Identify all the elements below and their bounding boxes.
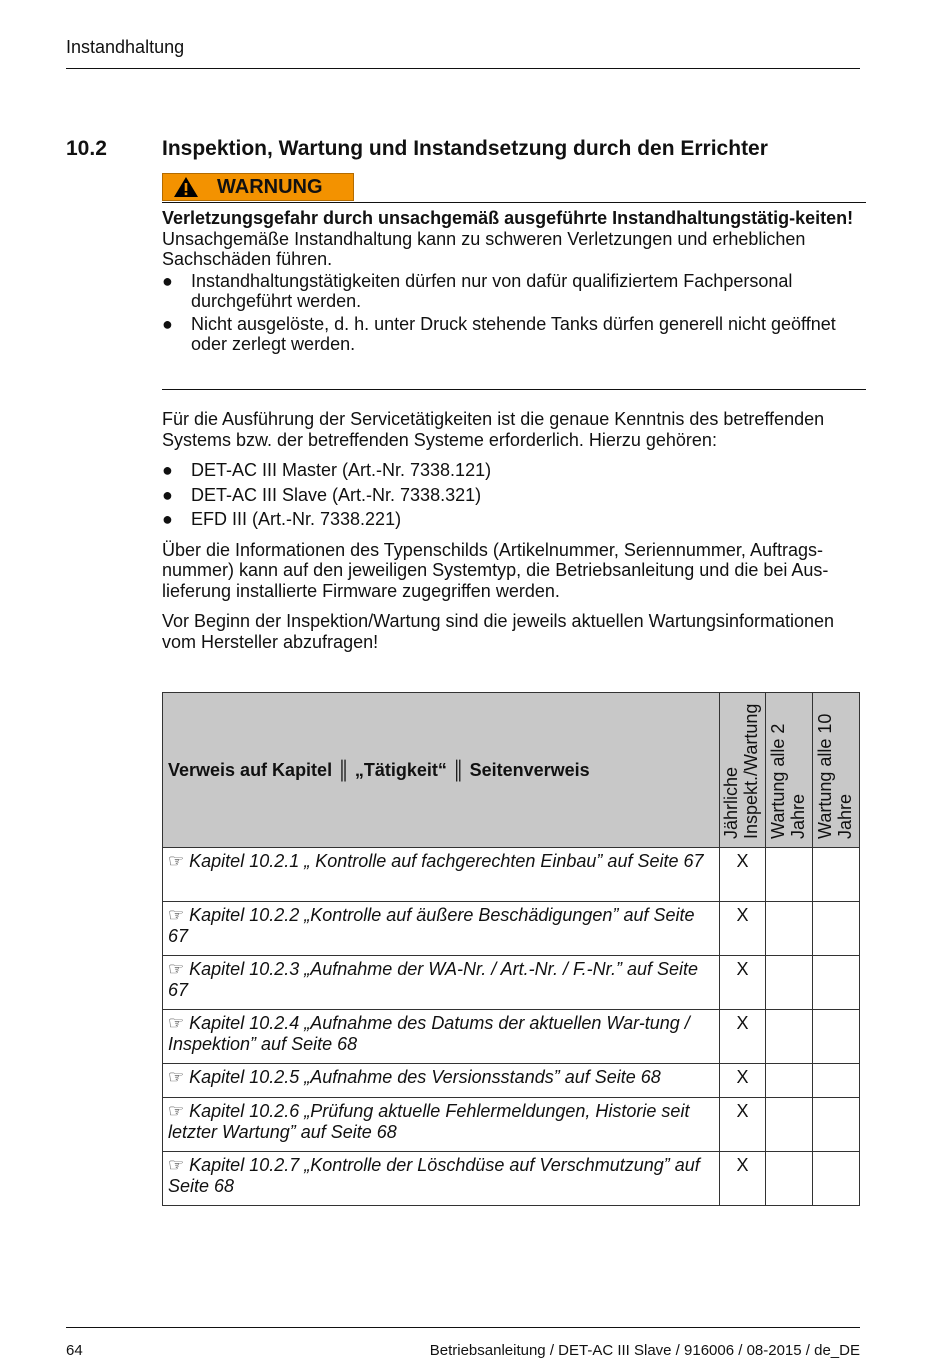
2-years-cell [766, 848, 813, 902]
warning-bullet: Nicht ausgelöste, d. h. unter Druck stehende Tanks dürfen generell nicht geöffnet oder zerlegt werden. [191, 313, 836, 354]
bullet-icon: ● [162, 460, 173, 480]
warning-text: Unsachgemäße Instandhaltung kann zu schweren Verletzungen und erheblichen Sachschäden führen. [162, 228, 806, 269]
table-row [163, 1064, 860, 1098]
typeplate-paragraph: Über die Informationen des Typenschilds (Artikelnummer, Seriennummer, Auftrags-nummer) kann auf den jeweiligen Systemtyp, die Betriebsanleitung und die bei Aus-lieferung installierte Firmware zugegriffen werden. [162, 539, 829, 601]
reference-cell[interactable] [163, 902, 720, 956]
link-arrow-icon: ☞ [168, 851, 185, 871]
reference-cell[interactable] [163, 1010, 720, 1064]
warning-divider [162, 202, 866, 203]
chapter-link[interactable]: Kapitel 10.2.4 „Aufnahme des Datums der aktuellen War-tung / Inspektion” auf Seite 68 [168, 1013, 690, 1054]
header-divider [66, 68, 860, 69]
header-10-years [813, 693, 860, 848]
warning-label: WARNUNG [217, 175, 323, 198]
table-row [163, 1010, 860, 1064]
table-row [163, 848, 860, 902]
header-annual [719, 693, 766, 848]
header-10-years-label: Wartung alle 10 Jahre [815, 713, 856, 839]
2-years-cell [766, 1098, 813, 1152]
bullet-icon: ● [162, 509, 173, 529]
section-title: Inspektion, Wartung und Instandsetzung durch den Errichter [162, 137, 768, 160]
warning-banner [162, 173, 354, 201]
link-arrow-icon: ☞ [168, 959, 185, 979]
maintenance-table [162, 692, 860, 1206]
bullet-icon: ● [162, 484, 173, 505]
chapter-link[interactable]: Kapitel 10.2.3 „Aufnahme der WA-Nr. / Art.-Nr. / F.-Nr.” auf Seite 67 [168, 959, 698, 1000]
link-arrow-icon: ☞ [168, 905, 185, 925]
annual-cell: X [719, 902, 766, 956]
document-info: Betriebsanleitung / DET-AC III Slave / 916006 / 08-2015 / de_DE [429, 1342, 860, 1359]
chapter-link[interactable]: Kapitel 10.2.1 „ Kontrolle auf fachgerechten Einbau” auf Seite 67 [189, 851, 704, 871]
bullet-icon: ● [162, 270, 173, 291]
annual-cell: X [719, 1152, 766, 1206]
2-years-cell [766, 902, 813, 956]
header-2-years-label: Wartung alle 2 Jahre [768, 723, 809, 839]
link-arrow-icon: ☞ [168, 1013, 185, 1033]
2-years-cell [766, 956, 813, 1010]
annual-cell: X [719, 956, 766, 1010]
10-years-cell [813, 902, 860, 956]
annual-cell: X [719, 1064, 766, 1098]
link-arrow-icon: ☞ [168, 1067, 185, 1087]
table-row [163, 902, 860, 956]
10-years-cell [813, 1098, 860, 1152]
system-item: DET-AC III Slave (Art.-Nr. 7338.321) [191, 484, 482, 505]
table-row [163, 1152, 860, 1206]
table-row [163, 956, 860, 1010]
10-years-cell [813, 1064, 860, 1098]
system-item: DET-AC III Master (Art.-Nr. 7338.121) [191, 460, 492, 480]
10-years-cell [813, 1152, 860, 1206]
2-years-cell [766, 1152, 813, 1206]
header-annual-label: Jährliche Inspekt./Wartung [721, 703, 762, 839]
section-number: 10.2 [66, 137, 107, 160]
reference-cell[interactable] [163, 848, 720, 902]
main-text [162, 409, 862, 652]
annual-cell: X [719, 1098, 766, 1152]
reference-cell[interactable] [163, 1098, 720, 1152]
2-years-cell [766, 1064, 813, 1098]
page-number: 64 [66, 1342, 83, 1359]
warning-end-divider [162, 389, 866, 390]
reference-cell[interactable] [163, 956, 720, 1010]
reference-cell[interactable] [163, 1152, 720, 1206]
link-arrow-icon: ☞ [168, 1155, 185, 1175]
chapter-link[interactable]: Kapitel 10.2.7 „Kontrolle der Löschdüse auf Verschmutzung” auf Seite 68 [168, 1155, 700, 1196]
annual-cell: X [719, 1010, 766, 1064]
system-item: EFD III (Art.-Nr. 7338.221) [191, 509, 402, 529]
warning-triangle-icon [173, 176, 199, 198]
running-header: Instandhaltung [66, 37, 185, 57]
footer-divider [66, 1327, 860, 1328]
chapter-link[interactable]: Kapitel 10.2.2 „Kontrolle auf äußere Beschädigungen” auf Seite 67 [168, 905, 695, 946]
warning-bullet: Instandhaltungstätigkeiten dürfen nur von dafür qualifiziertem Fachpersonal durchgeführt werden. [191, 270, 793, 311]
10-years-cell [813, 848, 860, 902]
bullet-icon: ● [162, 313, 173, 334]
table-row [163, 1098, 860, 1152]
annual-cell: X [719, 848, 766, 902]
10-years-cell [813, 956, 860, 1010]
chapter-link[interactable]: Kapitel 10.2.5 „Aufnahme des Versionsstands” auf Seite 68 [189, 1067, 661, 1087]
10-years-cell [813, 1010, 860, 1064]
2-years-cell [766, 1010, 813, 1064]
reference-cell[interactable] [163, 1064, 720, 1098]
warning-body [162, 208, 862, 355]
header-reference: Verweis auf Kapitel ║ „Tätigkeit“ ║ Seitenverweis [163, 693, 720, 848]
link-arrow-icon: ☞ [168, 1101, 185, 1121]
warning-title: Verletzungsgefahr durch unsachgemäß ausgeführte Instandhaltungstätig-keiten! [162, 208, 854, 228]
chapter-link[interactable]: Kapitel 10.2.6 „Prüfung aktuelle Fehlermeldungen, Historie seit letzter Wartung” auf Seite 68 [168, 1101, 690, 1142]
manufacturer-paragraph: Vor Beginn der Inspektion/Wartung sind die jeweils aktuellen Wartungsinformationen vom Hersteller abzufragen! [162, 611, 835, 652]
intro-paragraph: Für die Ausführung der Servicetätigkeiten ist die genaue Kenntnis des betreffenden Systems bzw. der betreffenden Systeme erforderlich. Hierzu gehören: [162, 409, 825, 450]
header-2-years [766, 693, 813, 848]
